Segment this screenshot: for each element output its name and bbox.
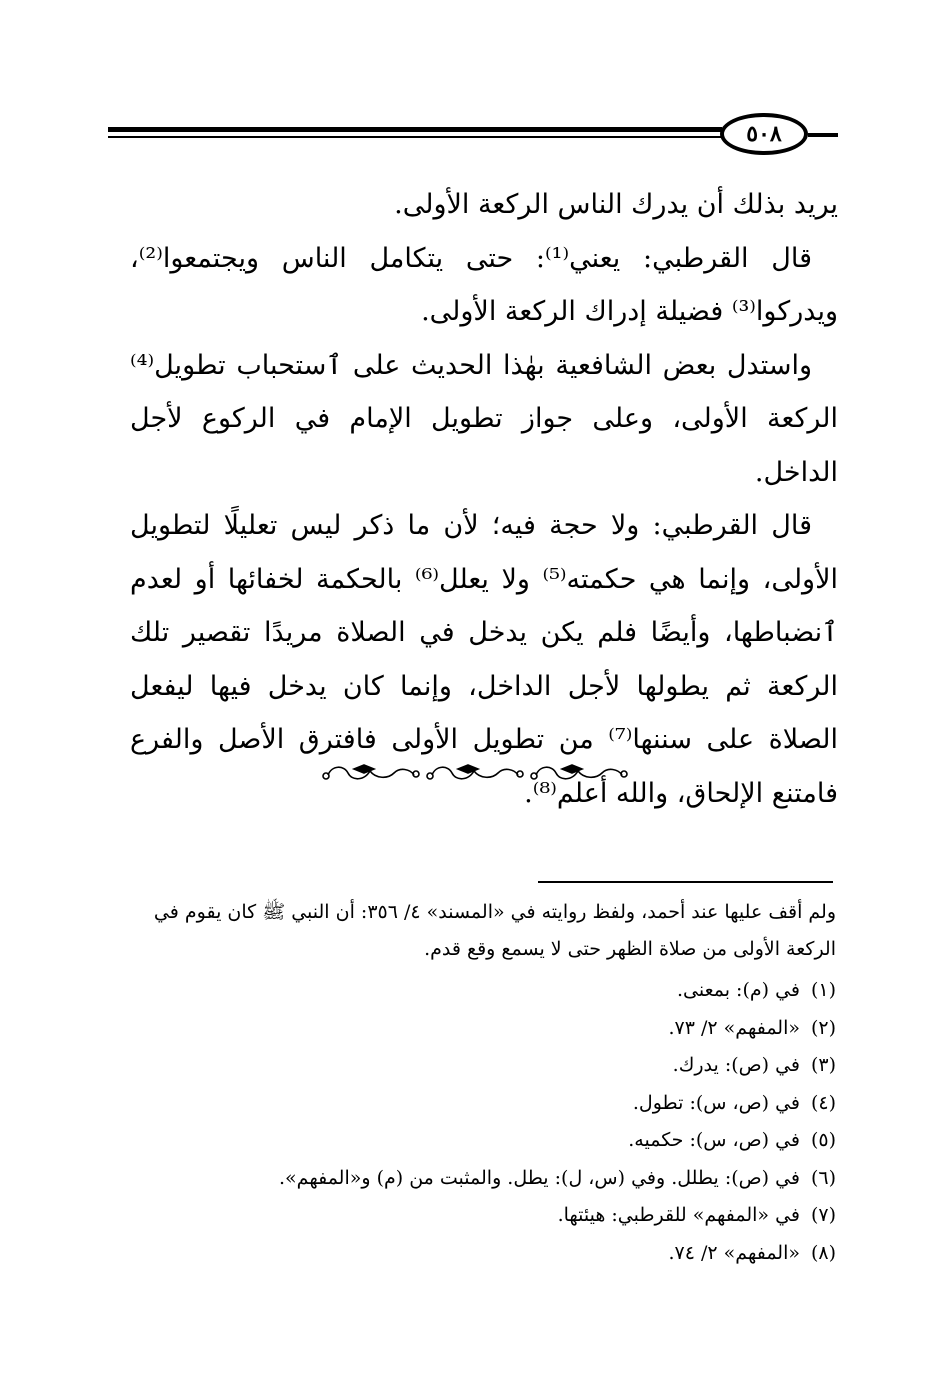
- ornament-motif: [531, 765, 627, 779]
- header-rule-right: [808, 133, 838, 137]
- header-rule-thin: [108, 136, 722, 138]
- footnote-number: (٨): [810, 1241, 836, 1264]
- paragraph: يريد بذلك أن يدرك الناس الركعة الأولى.: [394, 189, 838, 220]
- footnote: [150, 972, 836, 1010]
- footnote-text: في (م): بمعنى.: [676, 979, 800, 1001]
- footnotes: [150, 894, 836, 1272]
- footnote: [150, 1235, 836, 1273]
- main-text: [130, 178, 838, 820]
- footnote: [150, 1160, 836, 1198]
- header-rule-thick: [108, 127, 722, 132]
- footnote: [150, 1047, 836, 1085]
- paragraph: قال القرطبي: ولا حجة فيه؛ لأن ما ذكر ليس تعليلًا لتطويل الأولى، وإنما هي حكمته⁽⁵⁾ ولا يعلل⁽⁶⁾ بالحكمة لخفائها أو لعدم ٱنضباطها، وأيضًا فلم يكن يدخل في الصلاة مريدًا تقصير تلك الركعة ثم يطولها لأجل الداخل، وإنما كان يدخل فيها ليفعل الصلاة على سننها⁽⁷⁾ من تطويل الأولى فافترق الأصل والفرع فامتنع الإلحاق، والله أعلم⁽⁸⁾.: [130, 510, 839, 809]
- footnote-text: في (ص): يدرك.: [672, 1054, 800, 1076]
- footnote: [150, 1085, 836, 1123]
- footnote-number: (٦): [810, 1166, 836, 1189]
- paragraph: قال القرطبي: يعني⁽¹⁾: حتى يتكامل الناس ويجتمعوا⁽²⁾، ويدركوا⁽³⁾ فضيلة إدراك الركعة الأولى.: [130, 242, 838, 327]
- footnote-text: في «المفهم» للقرطبي: هيئتها.: [557, 1204, 800, 1226]
- footnote-number: (٢): [810, 1016, 836, 1039]
- footnote-number: (٥): [810, 1129, 836, 1151]
- footnote: [150, 1122, 836, 1160]
- ornament-motif: [323, 765, 419, 779]
- page-header: [108, 113, 838, 159]
- footnote-number: (٣): [810, 1054, 836, 1076]
- ornament-motif: [427, 765, 523, 779]
- footnote-separator: [538, 881, 833, 883]
- footnote: [150, 1197, 836, 1235]
- footnote-text: في (ص، س): حكميه.: [628, 1129, 800, 1151]
- section-divider-ornament: [318, 757, 628, 789]
- footnote-number: (٧): [810, 1204, 836, 1226]
- footnote-text: في (ص، س): تطول.: [632, 1091, 800, 1114]
- footnote-text: «المفهم» ٢/ ٧٣.: [668, 1016, 800, 1039]
- footnote-number: (١): [810, 979, 836, 1001]
- paragraph: واستدل بعض الشافعية بهٰذا الحديث على ٱستحباب تطويل⁽⁴⁾ الركعة الأولى، وعلى جواز تطويل الإمام في الركوع لأجل الداخل.: [130, 349, 838, 488]
- footnote-text: «المفهم» ٢/ ٧٤.: [668, 1241, 800, 1264]
- footnote: [150, 1010, 836, 1048]
- footnote-continuation: ولم أقف عليها عند أحمد، ولفظ روايته في «المسند» ٤/ ٣٥٦: أن النبي ﷺ كان يقوم في الركعة الأولى من صلاة الظهر حتى لا يسمع وقع قدم.: [153, 901, 836, 960]
- footnote-text: في (ص): يطلل. وفي (س، ل): يطل. والمثبت من (م) و«المفهم».: [279, 1166, 800, 1189]
- page-number: ٥٠٨: [720, 113, 808, 155]
- footnote-number: (٤): [810, 1091, 836, 1114]
